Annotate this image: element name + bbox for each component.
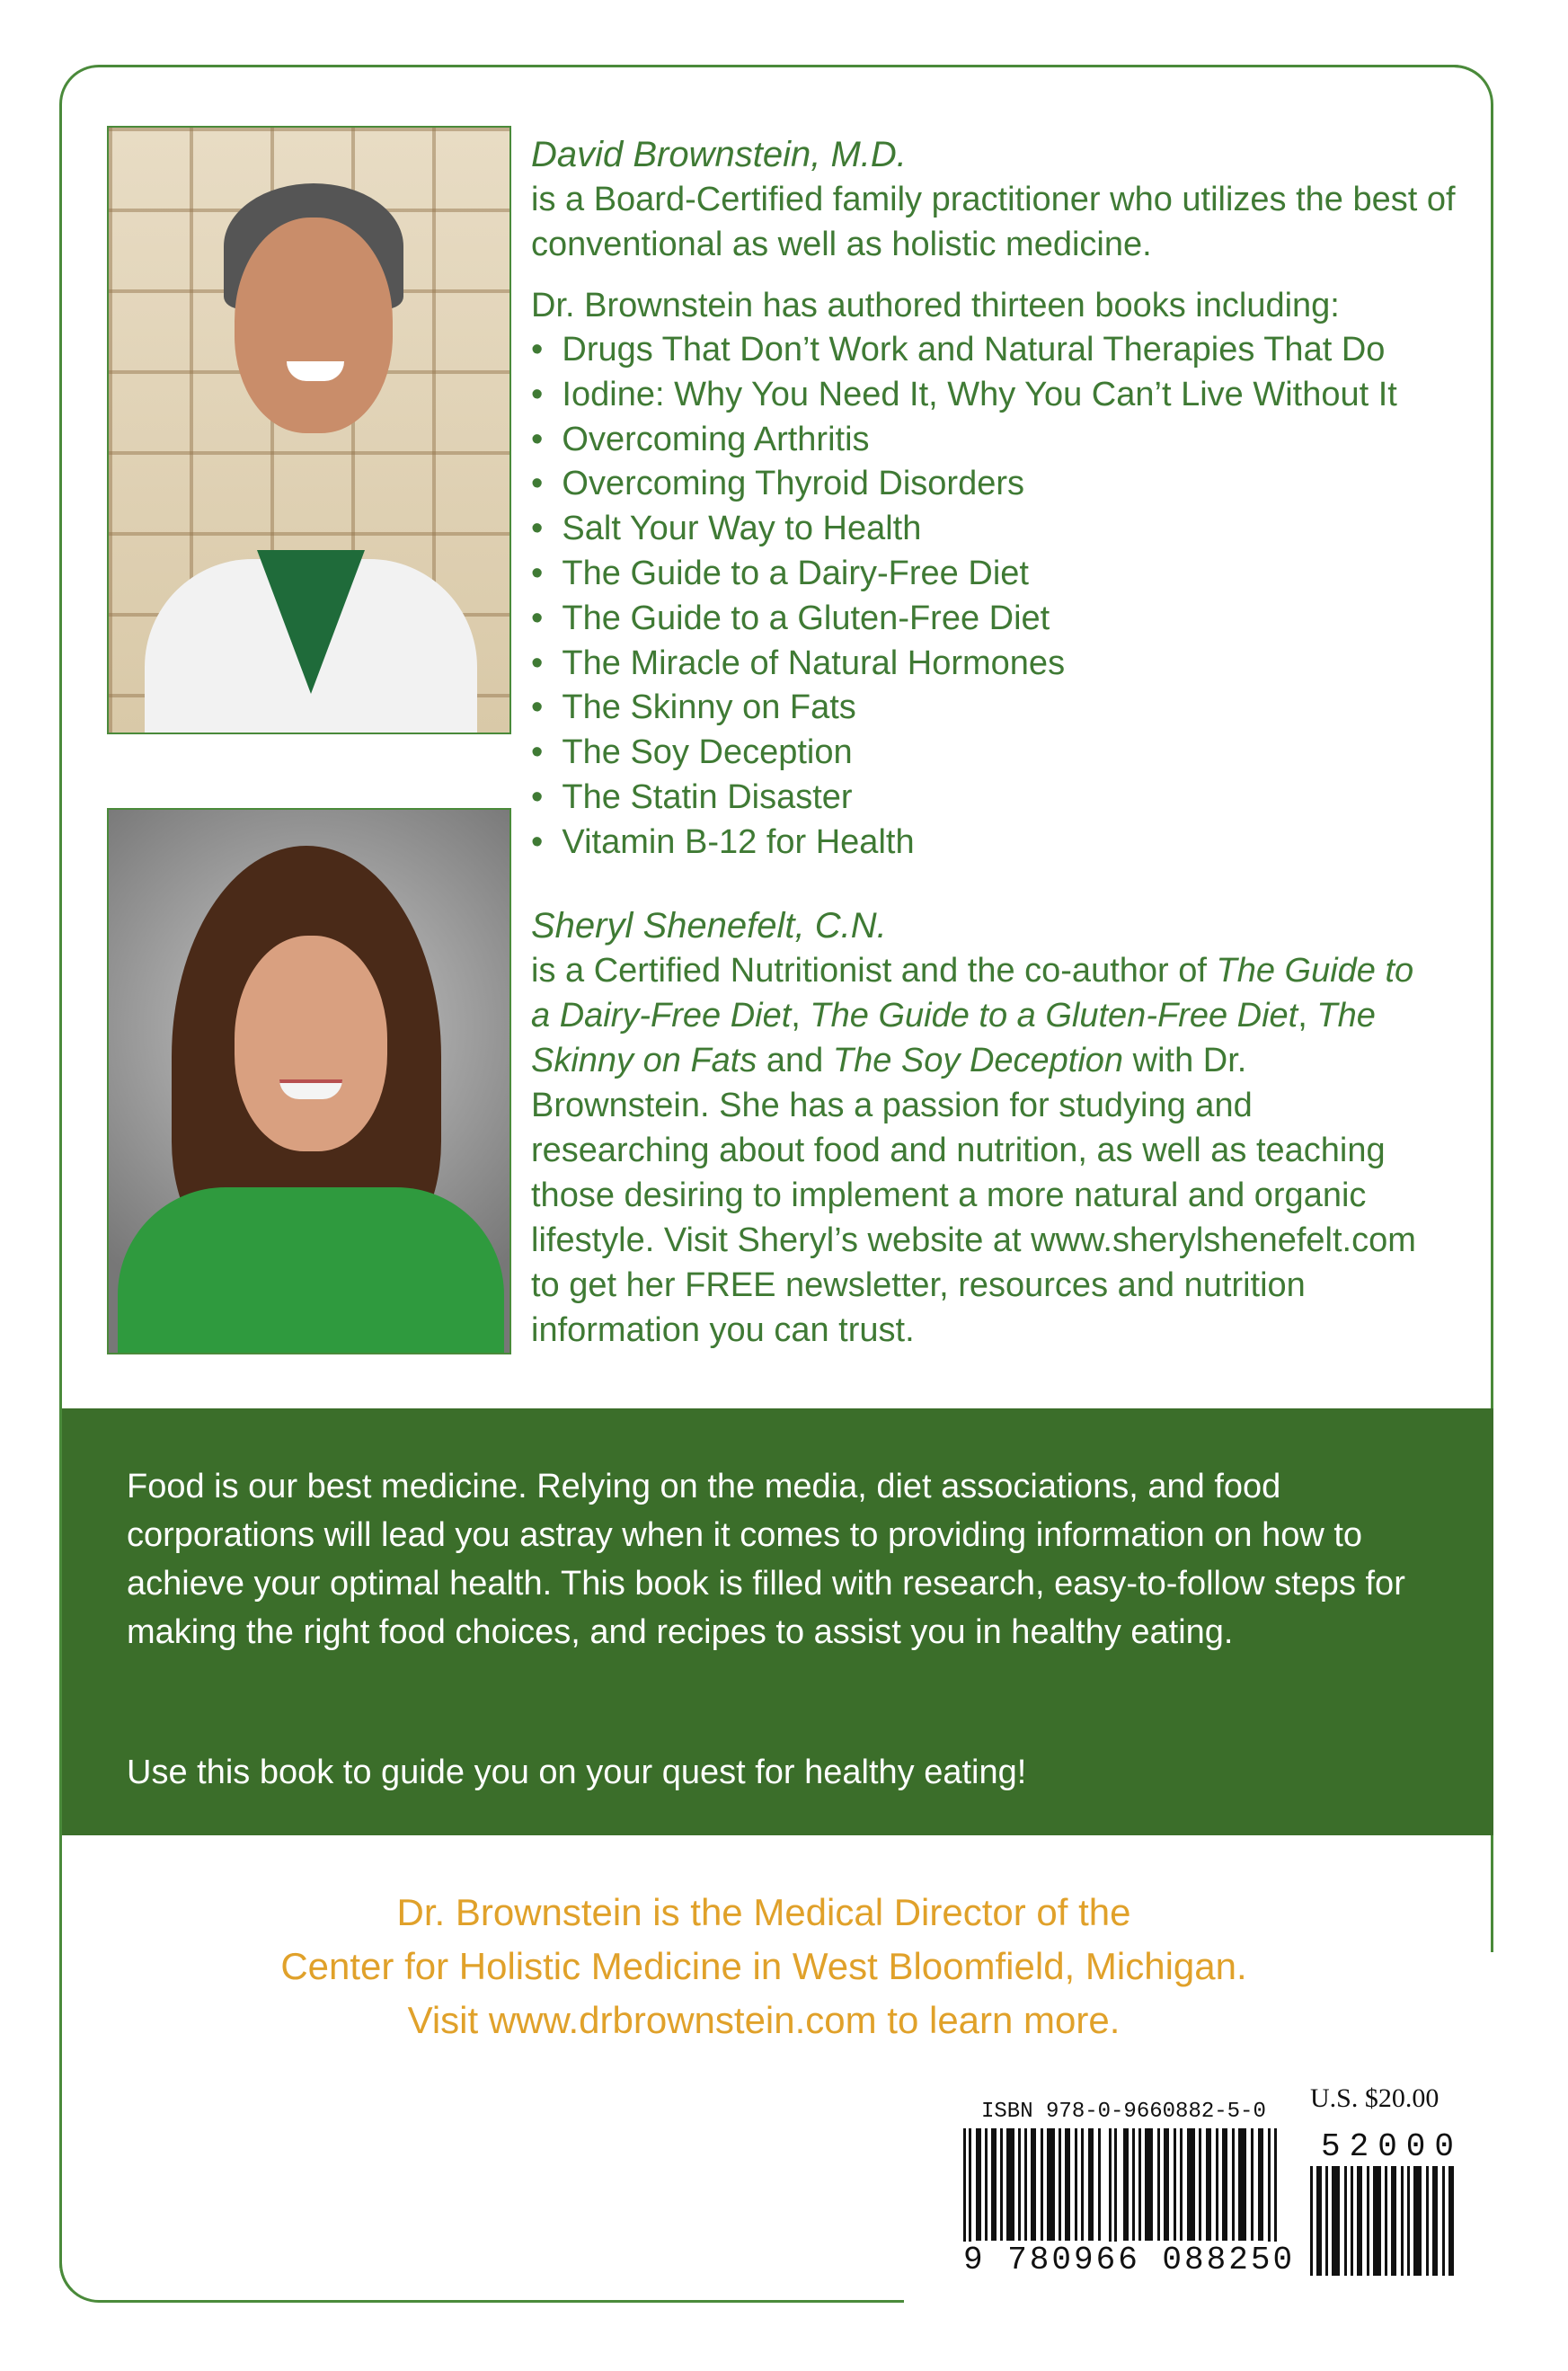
book-list-item: • The Guide to a Gluten-Free Diet	[531, 597, 1484, 642]
author2-photo	[107, 808, 511, 1354]
book-list-item: • The Guide to a Dairy-Free Diet	[531, 552, 1484, 597]
book-title: The Skinny on Fats	[531, 997, 1376, 1079]
book-list-item: • The Miracle of Natural Hormones	[531, 642, 1484, 687]
book-title: The Guide to a Gluten-Free Diet	[810, 997, 1298, 1035]
barcode-digits: 9 780966 088250	[963, 2242, 1296, 2278]
author1-book-list	[531, 328, 1484, 866]
author1-intro: is a Board-Certified family practitioner who utilizes the best of conventional as well as holistic medicine.	[531, 181, 1456, 263]
price-label: U.S. $20.00	[1310, 2083, 1440, 2113]
book-list-item: • The Statin Disaster	[531, 776, 1484, 821]
footer-line: Dr. Brownstein is the Medical Director of the	[396, 1891, 1131, 1933]
blurb-band	[62, 1408, 1493, 1835]
book-list-item: • Vitamin B-12 for Health	[531, 821, 1484, 866]
book-list-item: • Iodine: Why You Need It, Why You Can’t Live Without It	[531, 373, 1484, 418]
book-list-item: • Overcoming Arthritis	[531, 418, 1484, 463]
author1-photo	[107, 126, 511, 734]
blurb-paragraph: Food is our best medicine. Relying on the media, diet associations, and food corporations will lead you astray when it comes to providing information on how to achieve your optimal health. This book is filled with research, easy-to-follow steps for making the right food choices, and recipes to assist you in healthy eating.	[127, 1468, 1405, 1651]
isbn-label: ISBN 978-0-9660882-5-0	[981, 2100, 1266, 2124]
price-addon-barcode	[1310, 2166, 1458, 2276]
book-list-item: • Drugs That Don’t Work and Natural Therapies That Do	[531, 328, 1484, 373]
book-title: The Guide to a Dairy-Free Diet	[531, 952, 1414, 1035]
price-addon-digits: 52000	[1321, 2128, 1464, 2165]
author2-name: Sheryl Shenefelt, C.N.	[531, 906, 887, 946]
blurb-call-to-action: Use this book to guide you on your quest for healthy eating!	[127, 1754, 1027, 1791]
book-list-item: • The Soy Deception	[531, 731, 1484, 776]
footer-line: Visit www.drbrownstein.com to learn more.	[407, 1999, 1121, 2041]
book-list-item: • The Skinny on Fats	[531, 686, 1484, 731]
book-list-item: • Salt Your Way to Health	[531, 507, 1484, 552]
author2-bio: is a Certified Nutritionist and the co-author of The Guide to a Dairy-Free Diet, The Guide to a Gluten-Free Diet, The Skinny on Fats and The Soy Deception with Dr. Brownstein. She has a passion for studying and researching about food and nutrition, as well as teaching those desiring to implement a more natural and organic lifestyle. Visit Sheryl’s website at www.sherylshenefelt.com to get her FREE newsletter, resources and nutrition information you can trust.	[531, 952, 1416, 1349]
author1-name: David Brownstein, M.D.	[531, 135, 907, 174]
book-list-item: • Overcoming Thyroid Disorders	[531, 462, 1484, 507]
book-title: The Soy Deception	[832, 1042, 1124, 1079]
footer-line: Center for Holistic Medicine in West Bloomfield, Michigan.	[280, 1945, 1247, 1987]
author1-books-intro: Dr. Brownstein has authored thirteen books including:	[531, 287, 1340, 324]
